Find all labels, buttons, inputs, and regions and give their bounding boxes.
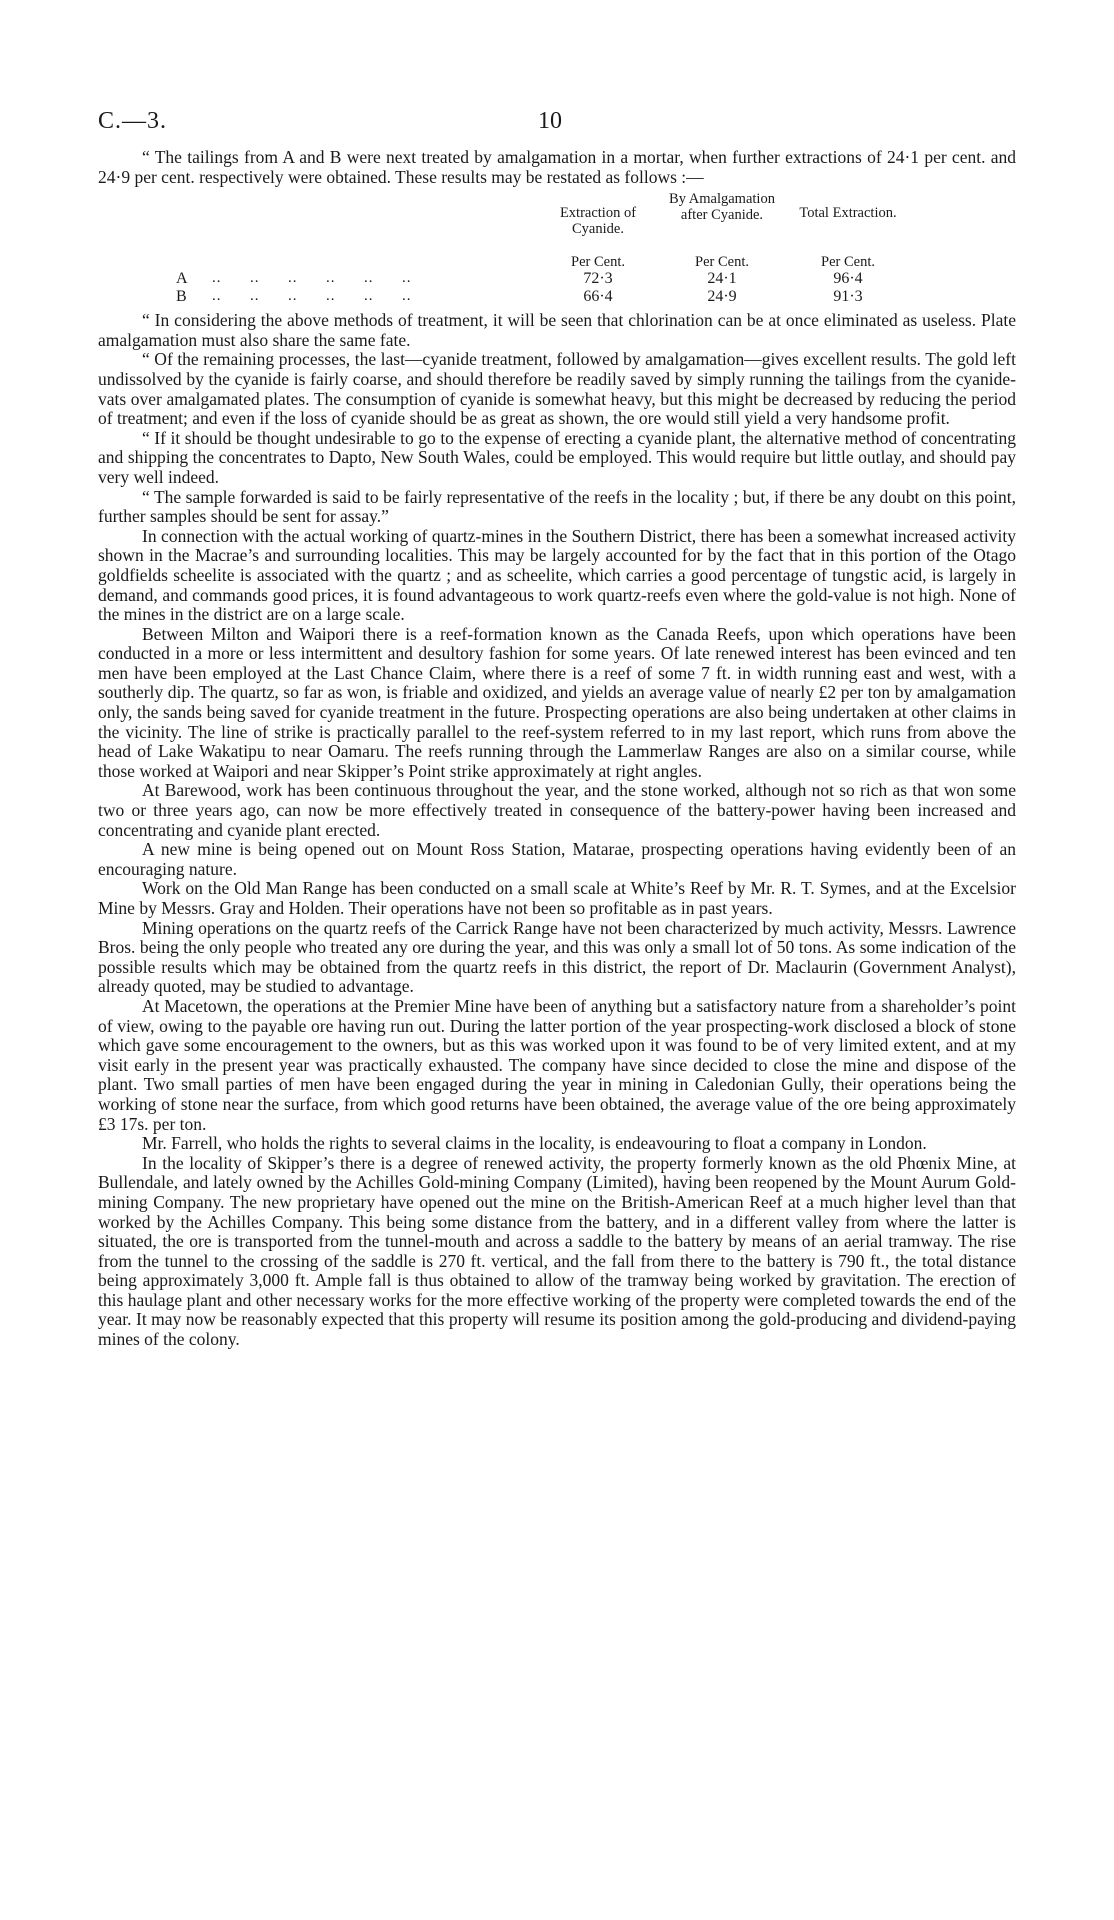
table-cell: 24·1: [707, 270, 737, 288]
paragraph: Between Milton and Waipori there is a reef-formation known as the Canada Reefs, upon which operations have been conducted in a more or less intermittent and desultory fashion for some years. Of late renewed interest has been evinced and ten men have been employed at the Last Chance Claim, where there is a reef of some 7 ft. in width running east and west, with a southerly dip. The quartz, so far as won, is friable and oxidized, and yields an average value of nearly £2 per ton by amalgamation only, the sands being saved for cyanide treatment in the future. Prospecting operations are also being undertaken at other claims in the vicinity. The line of strike is practically parallel to the reef-system referred to in my last report, which runs from above the head of Lake Wakatipu to near Oamaru. The reefs running through the Lammerlaw Ranges are also on a similar course, while those worked at Waipori and near Skipper’s Point strike approximately at right angles.: [98, 623, 1016, 781]
page-header: [98, 108, 1016, 148]
column-unit: Per Cent.: [571, 254, 625, 271]
column-unit: Per Cent.: [821, 254, 875, 271]
table-cell: 24·9: [707, 288, 737, 306]
paragraph: “ The tailings from A and B were next treated by amalgamation in a mortar, when further extractions of 24·1 per cent. and 24·9 per cent. respectively were obtained. These results may be restated as follows :—: [98, 147, 1016, 187]
table-cell: 72·3: [583, 270, 613, 288]
paragraph: A new mine is being opened out on Mount Ross Station, Matarae, prospecting operations having evidently been of an encouraging nature.: [98, 839, 1016, 879]
table-cell: 91·3: [833, 288, 863, 306]
paragraph: At Macetown, the operations at the Premier Mine have been of anything but a satisfactory nature from a shareholder’s point of view, owing to the payable ore having run out. During the latter portion of the year prospecting-work disclosed a block of stone which gave some encouragement to the owners, but as this was worked upon it was found to be of very limited extent, and at my visit early in the present year was practically exhausted. The company have since decided to close the mine and dispose of the plant. Two small parties of men have been engaged during the year in mining in Caledonian Gully, their operations being the working of stone near the surface, from which good returns have been obtained, the average value of the ore being approximately £3 17s. per ton.: [98, 995, 1016, 1134]
page-number: 10: [538, 108, 562, 134]
paragraph: “ In considering the above methods of treatment, it will be seen that chlorination can be at once eliminated as useless. Plate amalgamation must also share the same fate.: [98, 310, 1016, 350]
extraction-table: [98, 191, 1016, 306]
table-row: [98, 269, 1016, 289]
column-header-extraction-of-cyanide: Extraction of Cyanide.: [559, 205, 637, 238]
column-unit: Per Cent.: [695, 254, 749, 271]
leader-dots: .. .. .. .. .. ..: [212, 288, 412, 305]
document-reference: C.—3.: [98, 108, 168, 134]
paragraph: At Barewood, work has been continuous throughout the year, and the stone worked, although not so rich as that won some two or three years ago, can now be more effectively treated in consequence of the battery-power having been increased and concentrating and cyanide plant erected.: [98, 780, 1016, 840]
document-page: [98, 108, 1016, 1350]
paragraph: “ The sample forwarded is said to be fairly representative of the reefs in the locality ; but, if there be any doubt on this point, further samples should be sent for assay.”: [98, 486, 1016, 527]
paragraph: Work on the Old Man Range has been conducted on a small scale at White’s Reef by Mr. R. T. Symes, and at the Excelsior Mine by Messrs. Gray and Holden. Their operations have not been so profitable as in past years.: [98, 878, 1016, 918]
table-cell: 66·4: [583, 288, 613, 306]
row-label: A: [176, 270, 188, 288]
paragraph: “ If it should be thought undesirable to go to the expense of erecting a cyanide plant, the alternative method of concentrating and shipping the concentrates to Dapto, New South Wales, could be employed. This would require but little outlay, and should pay very well indeed.: [98, 427, 1016, 487]
column-header-total-extraction: Total Extraction.: [799, 205, 897, 222]
row-label: B: [176, 288, 187, 306]
table-cell: 96·4: [833, 270, 863, 288]
paragraph: In connection with the actual working of quartz-mines in the Southern District, there has been a somewhat increased activity shown in the Macrae’s and surrounding localities. This may be largely accounted for by the fact that in this portion of the Otago goldfields scheelite is associated with the quartz ; and as scheelite, which carries a good percentage of tungstic acid, is largely in demand, and commands good prices, it is found advantageous to work quartz-reefs even where the gold-value is not high. None of the mines in the district are on a large scale.: [98, 525, 1016, 625]
column-header-by-amalgamation: By Amalgamation after Cyanide.: [669, 191, 775, 224]
paragraph: Mining operations on the quartz reefs of the Carrick Range have not been characterized by much activity, Messrs. Lawrence Bros. being the only people who treated any ore during the year, and this was only a small lot of 50 tons. As some indication of the possible results which may be obtained from the quartz reefs in this district, the report of Dr. Maclaurin (Government Analyst), already quoted, may be studied to advantage.: [98, 917, 1016, 997]
table-row: [98, 287, 1016, 307]
paragraph: Mr. Farrell, who holds the rights to several claims in the locality, is endeavouring to float a company in London.: [142, 1133, 927, 1154]
leader-dots: .. .. .. .. .. ..: [212, 270, 412, 287]
paragraph: “ Of the remaining processes, the last—cyanide treatment, followed by amalgamation—gives excellent results. The gold left undissolved by the cyanide is fairly coarse, and should therefore be readily saved by simply running the tailings from the cyanide-vats over amalgamated plates. The consumption of cyanide is somewhat heavy, but this might be decreased by reducing the period of treatment; and even if the loss of cyanide should be as great as shown, the ore would still yield a very handsome profit.: [98, 349, 1016, 429]
document-body: [98, 148, 1016, 1350]
paragraph: In the locality of Skipper’s there is a degree of renewed activity, the property formerly known as the old Phœnix Mine, at Bullendale, and lately owned by the Achilles Gold-mining Company (Limited), having been reopened by the Mount Aurum Gold-mining Company. The new proprietary have opened out the mine on the British-American Reef at a much higher level than that worked by the Achilles Company. This being some distance from the battery, and in a different valley from where the latter is situated, the ore is transported from the tunnel-mouth and across a saddle to the battery by means of an aerial tramway. The rise from the tunnel to the crossing of the saddle is 270 ft. vertical, and the fall from there to the battery is 790 ft., the total distance being approximately 3,000 ft. Ample fall is thus obtained to allow of the tramway being worked by gravitation. The erection of this haulage plant and other necessary works for the more effective working of the property were completed towards the end of the year. It may now be reasonably expected that this property will resume its position among the gold-producing and dividend-paying mines of the colony.: [98, 1152, 1016, 1350]
